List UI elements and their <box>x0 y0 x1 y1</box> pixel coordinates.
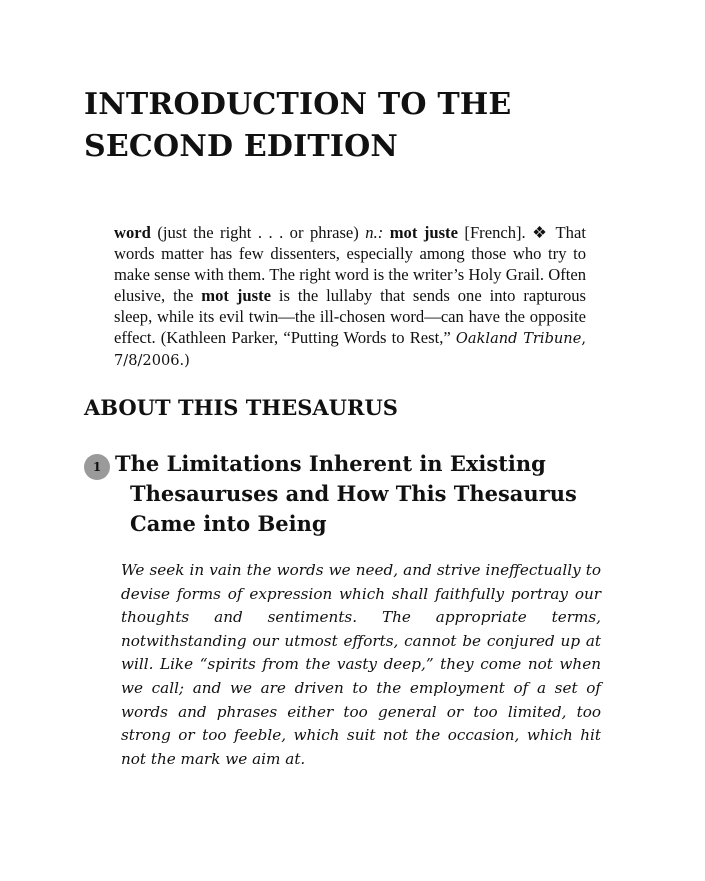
entry-headword: word <box>114 223 151 242</box>
entry-text-part-2: is the lullaby that sends one into rapturous sleep, while its evil twin—the ill-chosen word—can have the opposite effect. (Kathleen Parker, “Putting Words to Rest,” <box>114 286 587 347</box>
dictionary-entry <box>114 222 586 371</box>
entry-term: mot juste <box>389 223 458 242</box>
entry-text-part-1: That words matter has few dissenters, especially among those who try to make sense with them. The right word is the writer’s Holy Grail. Often elusive, the <box>114 223 586 305</box>
subsection-header <box>84 449 604 539</box>
epigraph-quote: We seek in vain the words we need, and strive ineffectually to devise forms of expression which shall faithfully portray our thoughts and sentiments. The appropriate terms, notwithstanding our utmost efforts, cannot be conjured up at will. Like “spirits from the vasty deep,” they come not when we call; and we are driven to the employment of a set of words and phrases either too general or too limited, too strong or too feeble, which suit not the occasion, which hit not the mark we aim at. <box>121 561 601 768</box>
entry-source-date: , 7/8/2006.) <box>114 330 586 369</box>
page-title: INTRODUCTION TO THE SECOND EDITION <box>84 87 512 164</box>
entry-term-repeat: mot juste <box>201 286 271 305</box>
entry-separator-icon: ❖ <box>532 223 550 242</box>
entry-source-publication: Oakland Tribune <box>455 330 582 347</box>
section-heading: ABOUT THIS THESAURUS <box>84 395 398 420</box>
entry-origin: [French]. <box>464 223 526 242</box>
entry-part-of-speech: n.: <box>365 223 384 242</box>
subsection-title: The Limitations Inherent in Existing Thesauruses and How This Thesaurus Came into Being <box>115 451 577 536</box>
subsection-number-badge: 1 <box>84 454 110 480</box>
entry-headword-gloss: (just the right . . . or phrase) <box>157 223 359 242</box>
